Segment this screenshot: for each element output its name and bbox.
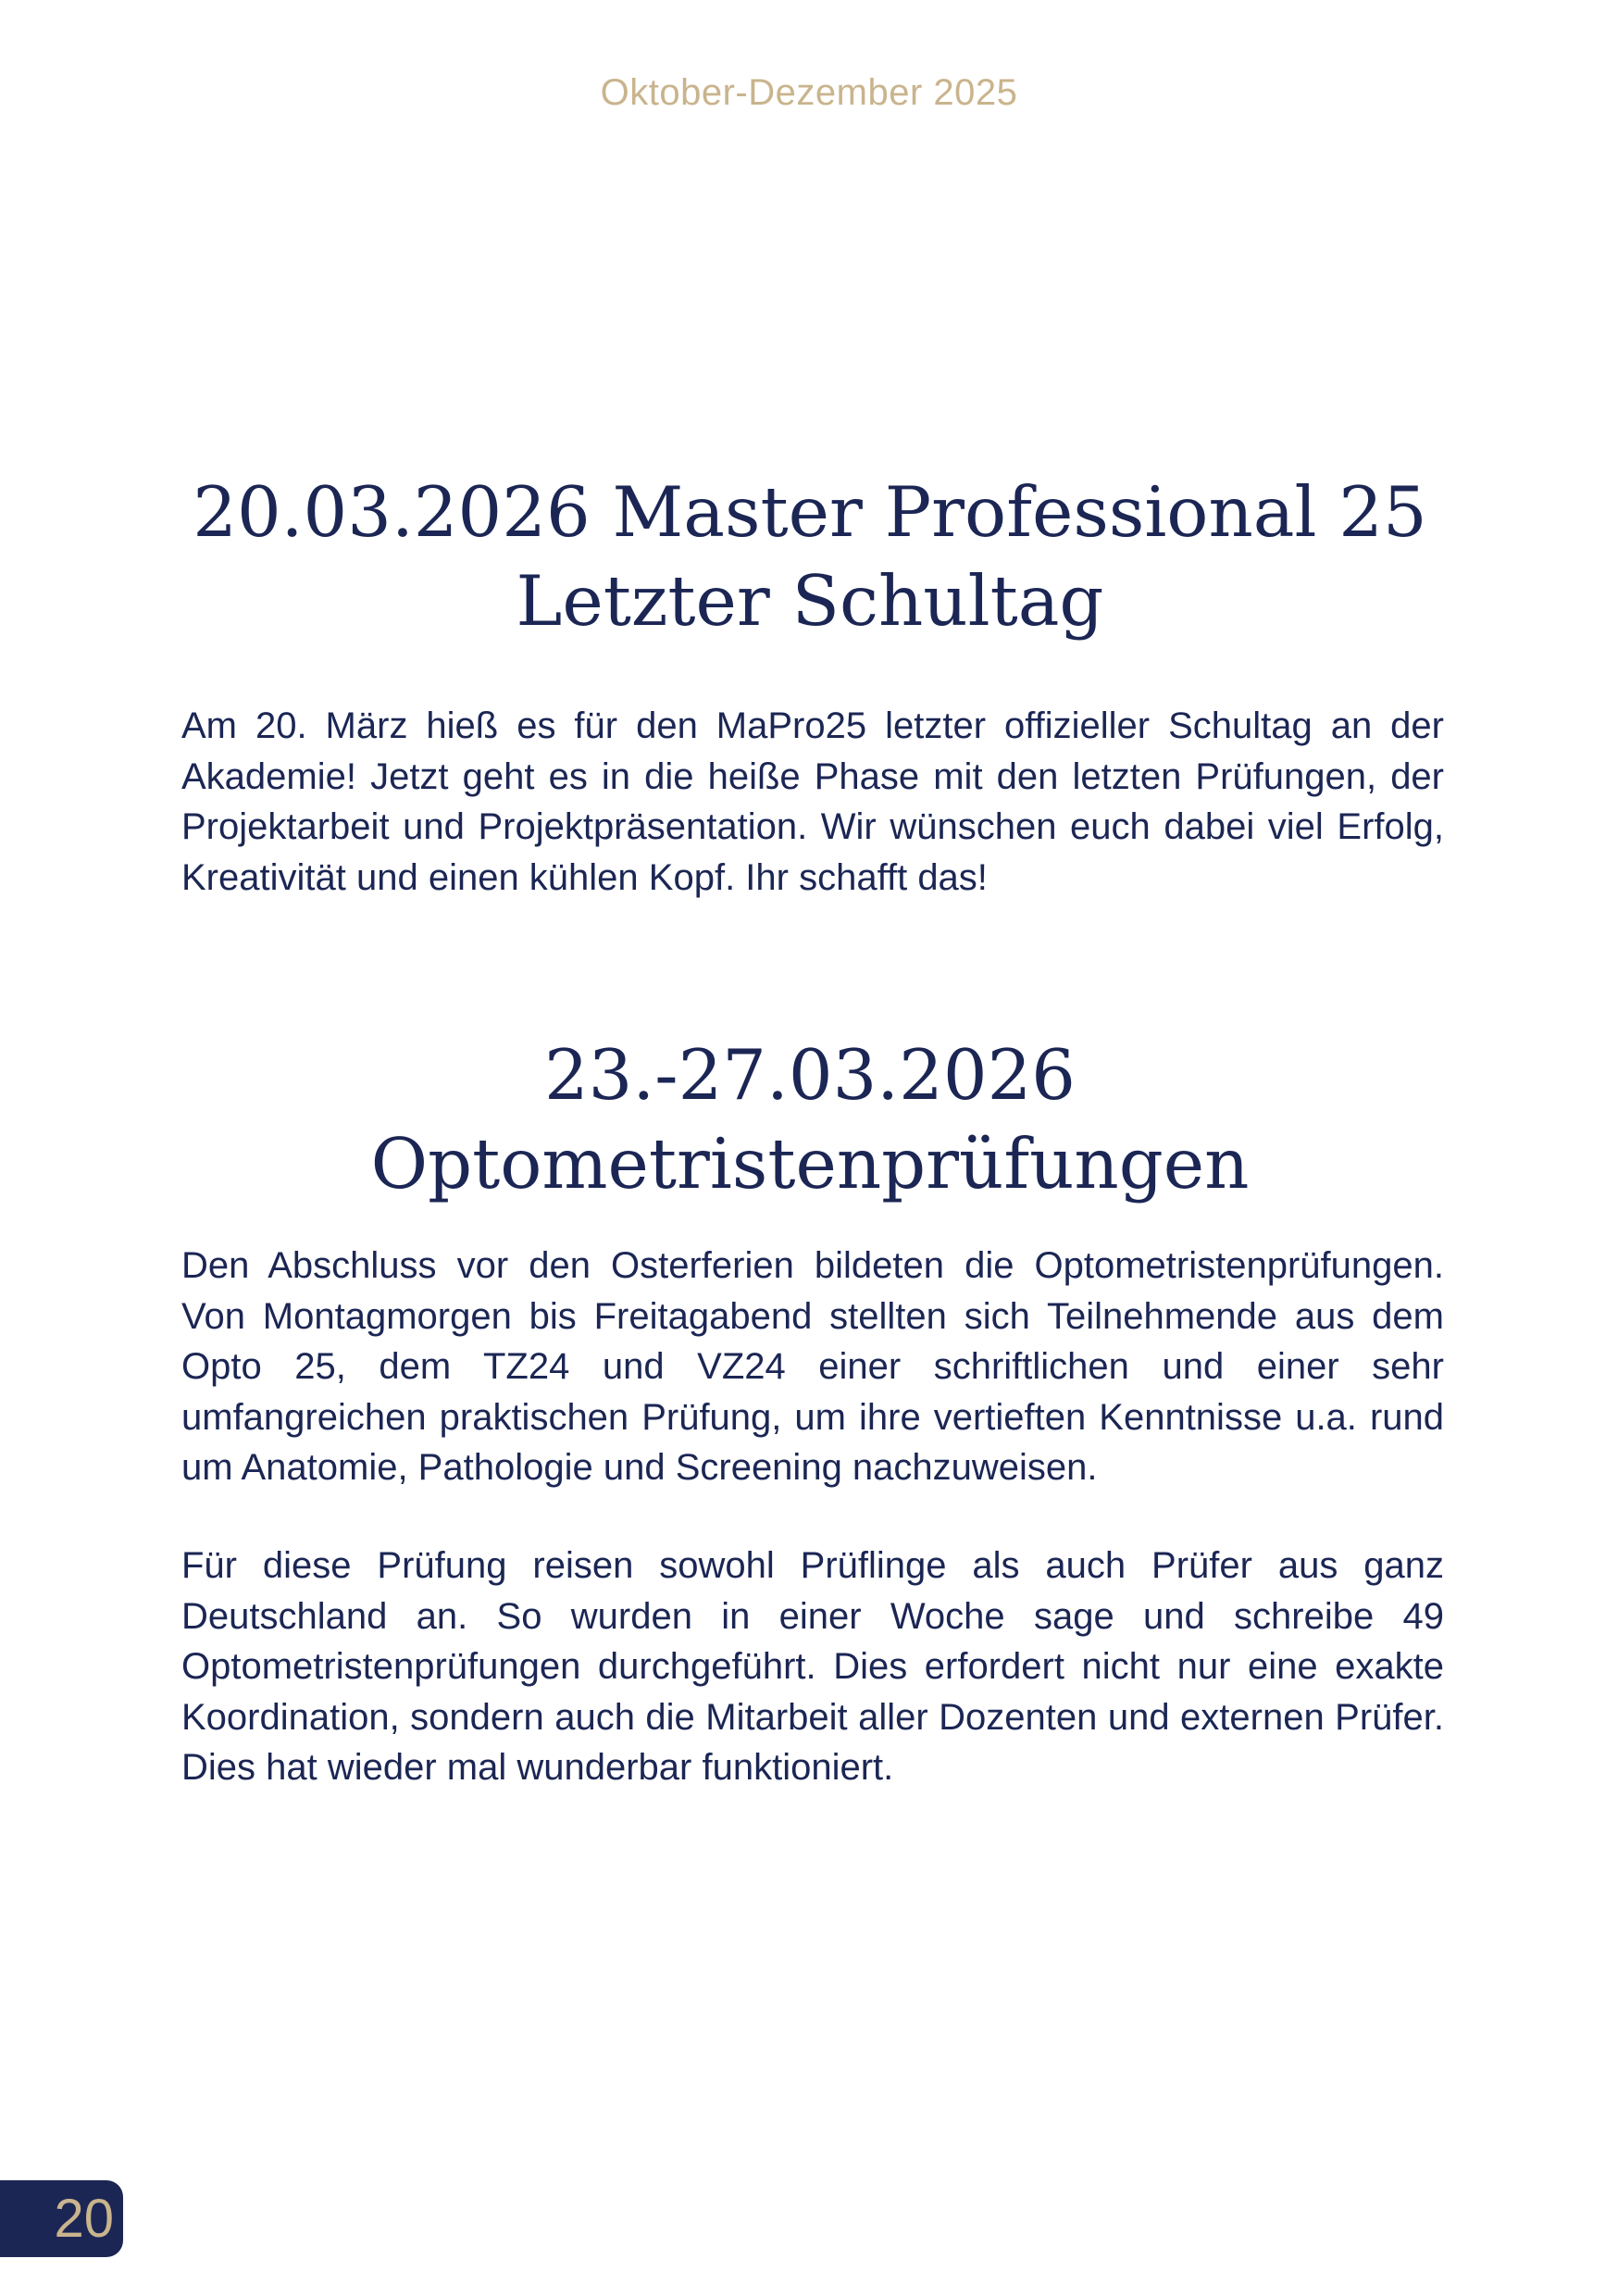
body-paragraph: Für diese Prüfung reisen sowohl Prüflinge als auch Prüfer aus ganz Deutschland an. So wurden in einer Woche sage und schreibe 49 Optometristenprüfungen durchgeführt. Dies erfordert nicht nur eine exakte Koordination, sondern auch die Mitarbeit aller Dozenten und externen Prüfer. Dies hat wieder mal wunderbar funktioniert.: [181, 1545, 1444, 1788]
page-number-badge: [0, 2180, 123, 2257]
section-title-line: 20.03.2026 Master Professional 25: [193, 471, 1427, 553]
page-number: 20: [54, 2189, 114, 2249]
section-title-line: Optometristenprüfungen: [370, 1123, 1250, 1204]
header-period: Oktober-Dezember 2025: [600, 72, 1018, 113]
section-title-line: Letzter Schultag: [516, 560, 1104, 642]
section-title-last-school-day: [139, 468, 1481, 645]
section-title-optometrist-exams: [139, 1030, 1481, 1208]
body-paragraph: Den Abschluss vor den Osterferien bildeten die Optometristenprüfungen. Von Montagmorgen bis Freitagabend stellten sich Teilnehmende aus dem Opto 25, dem TZ24 und VZ24 einer schriftlichen und einer sehr umfangreichen praktischen Prüfung, um ihre vertieften Kenntnisse u.a. rund um Anatomie, Pathologie und Screening nachzuweisen.: [181, 1245, 1444, 1488]
body-paragraph: Am 20. März hieß es für den MaPro25 letzter offizieller Schultag an der Akademie! Jetzt geht es in die heiße Phase mit den letzten Prüfungen, der Projektarbeit und Projektpräsentation. Wir wünschen euch dabei viel Erfolg, Kreativität und einen kühlen Kopf. Ihr schafft das!: [181, 705, 1444, 898]
section-title-line: 23.-27.03.2026: [543, 1034, 1077, 1116]
